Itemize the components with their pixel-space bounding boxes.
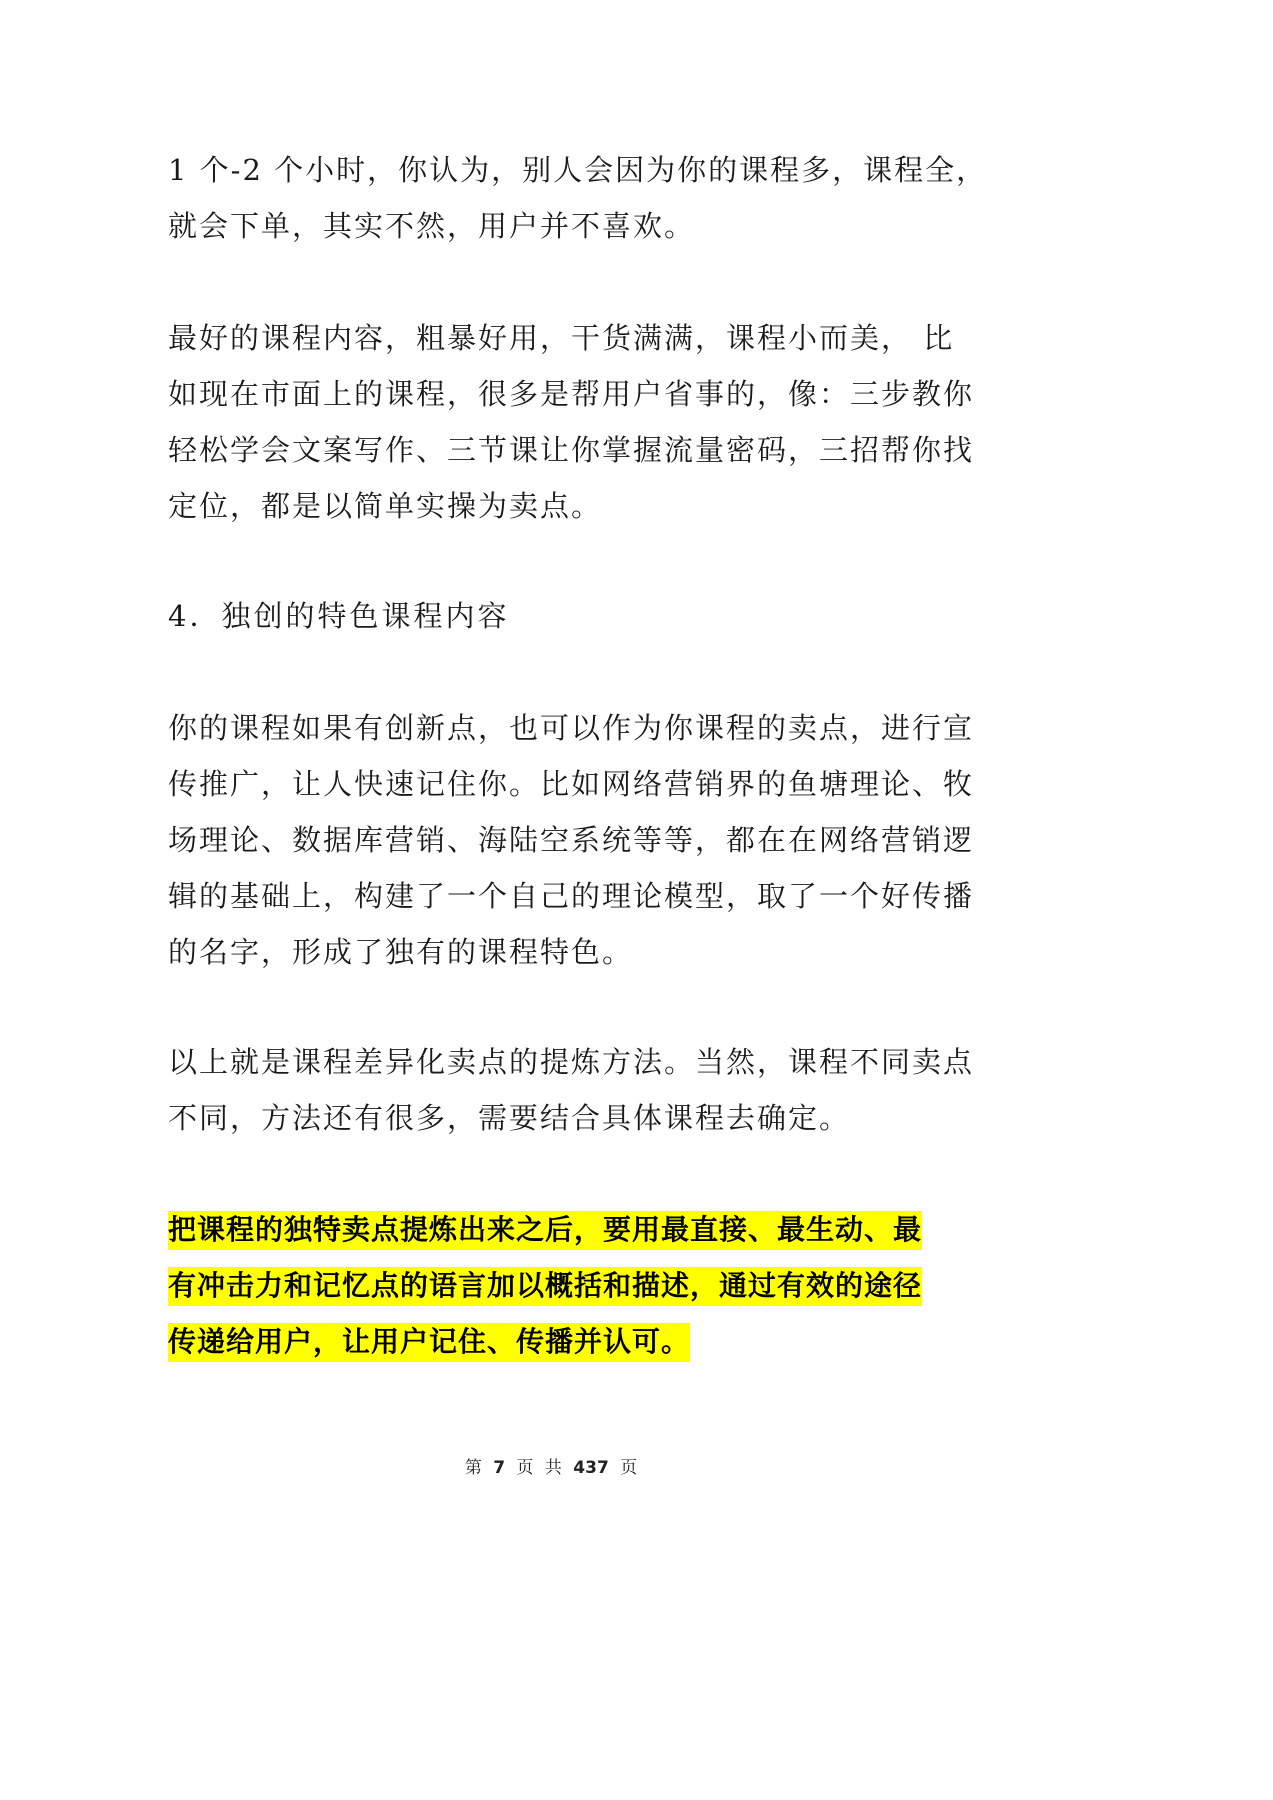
text-line: 轻松学会文案写作、三节课让你掌握流量密码，三招帮你找 <box>168 433 975 467</box>
page-footer <box>0 1453 1102 1478</box>
text-line: 1 个-2 个小时，你认为，别人会因为你的课程多，课程全， <box>168 153 988 187</box>
section-heading <box>168 588 948 644</box>
paragraph-course-quantity <box>168 142 988 254</box>
text-line: 不同，方法还有很多，需要结合具体课程去确定。 <box>168 1101 851 1135</box>
footer-middle: 页 共 <box>516 1458 562 1478</box>
text-line: 场理论、数据库营销、海陆空系统等等，都在在网络营销逻 <box>168 823 975 857</box>
highlighted-line: 传递给用户，让用户记住、传播并认可。 <box>168 1314 948 1370</box>
text-line: 你的课程如果有创新点，也可以作为你课程的卖点，进行宣 <box>168 711 975 745</box>
text-line: 就会下单，其实不然，用户并不喜欢。 <box>168 209 696 243</box>
text-line: 辑的基础上，构建了一个自己的理论模型，取了一个好传播 <box>168 879 975 913</box>
text-line: 以上就是课程差异化卖点的提炼方法。当然，课程不同卖点 <box>168 1045 975 1079</box>
paragraph-summary <box>168 1034 975 1146</box>
paragraph-best-content <box>168 310 975 534</box>
footer-suffix: 页 <box>620 1458 638 1478</box>
text-line: 定位，都是以简单实操为卖点。 <box>168 489 603 523</box>
highlighted-conclusion <box>168 1202 948 1370</box>
heading-text: 4．独创的特色课程内容 <box>168 599 510 633</box>
text-line: 传推广，让人快速记住你。比如网络营销界的鱼塘理论、牧 <box>168 767 975 801</box>
text-line: 如现在市面上的课程，很多是帮用户省事的，像：三步教你 <box>168 377 975 411</box>
current-page-number: 7 <box>493 1458 506 1478</box>
highlighted-line: 把课程的独特卖点提炼出来之后，要用最直接、最生动、最 <box>168 1202 948 1258</box>
text-line: 的名字，形成了独有的课程特色。 <box>168 935 634 969</box>
footer-prefix: 第 <box>464 1458 482 1478</box>
text-line: 最好的课程内容，粗暴好用，干货满满，课程小而美， 比 <box>168 321 955 355</box>
total-page-count: 437 <box>573 1458 609 1478</box>
paragraph-innovation <box>168 700 975 980</box>
highlighted-line: 有冲击力和记忆点的语言加以概括和描述，通过有效的途径 <box>168 1258 948 1314</box>
